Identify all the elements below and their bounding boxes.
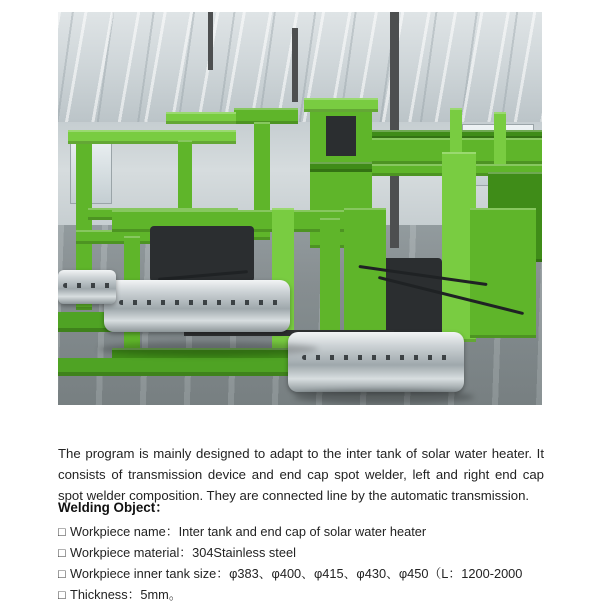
description-paragraph: The program is mainly designed to adapt to the inter tank of solar water heater. It consists of transmission device and end cap spot welder, left and right end cap spot welder composition. They are connected line by the automatic transmission. (58, 446, 544, 504)
list-item (58, 584, 558, 605)
bullet-icon: □ (58, 587, 66, 602)
machine-top-beam (304, 98, 378, 112)
list-item-label: Workpiece inner tank size：φ383、φ400、φ415、φ430、φ450（L：1200-2000 (70, 566, 523, 581)
shadow (98, 342, 318, 356)
shadow (294, 390, 474, 404)
ceiling-pillar (292, 28, 298, 102)
list-item (58, 563, 558, 584)
bullet-icon: □ (58, 545, 66, 560)
machine-top-beam-left (68, 130, 236, 144)
machine-top-beam (166, 112, 236, 124)
machine-cabinet-right (470, 208, 536, 338)
machine-rail-mid (310, 162, 372, 172)
machine-post (494, 112, 506, 168)
ceiling-pillar (208, 12, 213, 70)
control-box (326, 116, 356, 156)
spec-list (58, 521, 558, 605)
list-item (58, 521, 558, 542)
inner-tank-workpiece (288, 332, 464, 392)
list-item (58, 542, 558, 563)
product-photo (58, 12, 542, 405)
list-item-label: Workpiece name：Inter tank and end cap of solar water heater (70, 524, 427, 539)
photo-canvas (58, 12, 542, 405)
list-item-label: Thickness：5mm。 (70, 587, 182, 602)
inner-tank-workpiece (104, 280, 290, 332)
list-item-label: Workpiece material：304Stainless steel (70, 545, 296, 560)
bullet-icon: □ (58, 566, 66, 581)
bullet-icon: □ (58, 524, 66, 539)
section-title-welding-object: Welding Object： (58, 500, 169, 515)
ceiling-region (58, 12, 542, 130)
inner-tank-workpiece (58, 270, 116, 304)
